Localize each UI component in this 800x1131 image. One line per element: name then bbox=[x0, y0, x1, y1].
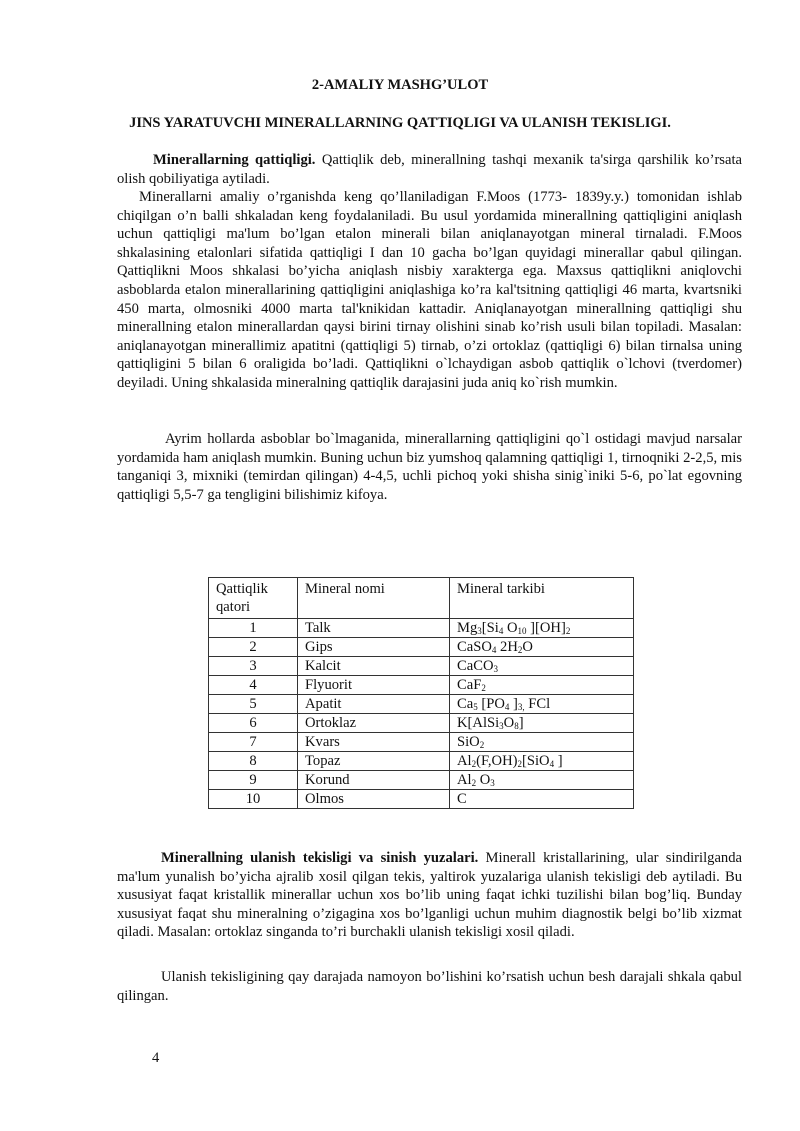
mineral-name-cell: Talk bbox=[298, 619, 450, 638]
mineral-formula-cell bbox=[450, 638, 634, 657]
mineral-formula-cell bbox=[450, 733, 634, 752]
formula-subscript: 4 bbox=[498, 626, 504, 636]
table-row bbox=[209, 619, 634, 638]
formula-subscript: 3 bbox=[490, 778, 495, 788]
formula-subscript: 4 bbox=[491, 645, 497, 655]
paragraph-cleavage-scale: Ulanish tekisligining qay darajada namoyon bo’lishini ko’rsatish uchun besh darajali shkala qabul qilingan. bbox=[117, 969, 742, 1004]
table-row bbox=[209, 790, 634, 809]
column-header: Mineral tarkibi bbox=[450, 578, 634, 619]
page-number: 4 bbox=[152, 1050, 160, 1066]
formula-text: 2H bbox=[496, 639, 518, 655]
paragraph-household-tests: Ayrim hollarda asboblar bo`lmaganida, minerallarning qattiqligini qo`l ostidagi mavjud narsalar yordamida ham aniqlash mumkin. Buning uchun biz yumshoq qalamning qattiqligi 1, tirnoqniki 2-2,5, mis tanganiqi 3, mixniki (temirdan qilingan) 4-4,5, uchli pichoq yoki shisha sinig`iniki 5-6, po`lat egovning qattiqligi 5,5-7 ga tengligini bilishimiz kifoya. bbox=[117, 431, 742, 503]
formula-text: K[AlSi bbox=[457, 715, 500, 731]
mineral-name-cell: Kvars bbox=[298, 733, 450, 752]
paragraph-lead: Minerallning ulanish tekisligi va sinish yuzalari. bbox=[161, 850, 479, 866]
hardness-cell: 8 bbox=[209, 752, 298, 771]
formula-subscript: 4 bbox=[504, 702, 510, 712]
mineral-name-cell: Gips bbox=[298, 638, 450, 657]
formula-text: [Si bbox=[481, 620, 499, 636]
mineral-name-cell: Kalcit bbox=[298, 657, 450, 676]
formula-text: [PO bbox=[477, 696, 505, 712]
formula-text: O bbox=[503, 715, 515, 731]
column-header: Qattiqlik qatori bbox=[209, 578, 298, 619]
mineral-name-cell: Olmos bbox=[298, 790, 450, 809]
formula-subscript: 2 bbox=[565, 626, 571, 636]
mineral-formula-cell bbox=[450, 771, 634, 790]
hardness-cell: 10 bbox=[209, 790, 298, 809]
table-row bbox=[209, 695, 634, 714]
formula-subscript: 8 bbox=[514, 721, 519, 731]
paragraph-lead: Minerallarning qattiqligi. bbox=[153, 152, 316, 168]
formula-text: CaCO bbox=[457, 658, 494, 674]
table-row bbox=[209, 752, 634, 771]
table-row bbox=[209, 714, 634, 733]
mineral-formula-cell bbox=[450, 714, 634, 733]
page-subtitle: JINS YARATUVCHI MINERALLARNING QATTIQLIGI VA ULANISH TEKISLIGI. bbox=[129, 115, 671, 131]
formula-text: Al bbox=[457, 753, 472, 769]
formula-subscript: 2 bbox=[471, 759, 477, 769]
mineral-formula-cell bbox=[450, 790, 634, 809]
hardness-cell: 5 bbox=[209, 695, 298, 714]
page-title: 2-AMALIY MASHG’ULOT bbox=[311, 77, 489, 93]
formula-text: FCl bbox=[524, 696, 551, 712]
table-row bbox=[209, 733, 634, 752]
mohs-scale-table bbox=[208, 577, 634, 809]
formula-subscript: 2 bbox=[471, 778, 477, 788]
formula-text: ] bbox=[509, 696, 518, 712]
hardness-cell: 3 bbox=[209, 657, 298, 676]
formula-subscript: 2 bbox=[517, 759, 522, 769]
formula-text: O bbox=[476, 772, 491, 788]
formula-text: (F,OH) bbox=[476, 753, 518, 769]
formula-text: SiO bbox=[457, 734, 480, 750]
mineral-name-cell: Ortoklaz bbox=[298, 714, 450, 733]
formula-subscript: 10 bbox=[517, 626, 527, 636]
formula-text: Mg bbox=[457, 620, 478, 636]
formula-text: Al bbox=[457, 772, 472, 788]
formula-text: Ca bbox=[457, 696, 474, 712]
formula-text: O bbox=[522, 639, 533, 655]
formula-subscript: 2 bbox=[481, 683, 486, 693]
formula-text: ] bbox=[518, 715, 524, 731]
mineral-name-cell: Topaz bbox=[298, 752, 450, 771]
table-row bbox=[209, 771, 634, 790]
formula-subscript: 2 bbox=[517, 645, 523, 655]
mineral-formula-cell bbox=[450, 752, 634, 771]
formula-text: ][OH] bbox=[526, 620, 566, 636]
table-row bbox=[209, 657, 634, 676]
formula-subscript: 3 bbox=[493, 664, 498, 674]
formula-text: ] bbox=[554, 753, 563, 769]
formula-subscript: 3 bbox=[477, 626, 482, 636]
hardness-cell: 1 bbox=[209, 619, 298, 638]
formula-text: CaF bbox=[457, 677, 482, 693]
formula-text: CaSO bbox=[457, 639, 492, 655]
formula-subscript: 4 bbox=[549, 759, 555, 769]
hardness-cell: 6 bbox=[209, 714, 298, 733]
mineral-formula-cell bbox=[450, 657, 634, 676]
hardness-cell: 7 bbox=[209, 733, 298, 752]
formula-subscript: 2 bbox=[479, 740, 485, 750]
table-header-row bbox=[209, 578, 634, 619]
hardness-cell: 4 bbox=[209, 676, 298, 695]
hardness-cell: 2 bbox=[209, 638, 298, 657]
formula-text: [SiO bbox=[522, 753, 550, 769]
mineral-formula-cell bbox=[450, 695, 634, 714]
formula-text: C bbox=[457, 791, 467, 807]
formula-subscript: 5 bbox=[473, 702, 478, 712]
mineral-name-cell: Korund bbox=[298, 771, 450, 790]
formula-subscript: 3, bbox=[517, 702, 525, 712]
mineral-name-cell: Apatit bbox=[298, 695, 450, 714]
table-row bbox=[209, 638, 634, 657]
column-header: Mineral nomi bbox=[298, 578, 450, 619]
mineral-formula-cell bbox=[450, 619, 634, 638]
formula-subscript: 3 bbox=[499, 721, 504, 731]
hardness-cell: 9 bbox=[209, 771, 298, 790]
table-row bbox=[209, 676, 634, 695]
paragraph-moos-scale: Minerallarni amaliy o’rganishda keng qo’llaniladigan F.Moos (1773- 1839y.y.) tomonidan ishlab chiqilgan o’n balli shkaladan keng foydalaniladi. Bu usul yordamida minerallning qattiqligini aniqlash uchun qattiqligi ma'lum bo’lgan etalon minerali bilan aniqlanayotgan mineral tirnaladi. F.Moos shkalasining etalonlari sifatida qattiqligi I dan 10 gacha bo’lgan quyidagi minerallar qabul qilingan. Qattiqlikni Moos shkalasi bo’yicha aniqlash nisbiy xarakterga ega. Maxsus qattiqlikni aniqlovchi asboblarda etalon minerallarining qattiqligini aniqlashiga ko’ra kal'tsitning qattiqligi 46 marta, kvartsniki 450 marta, olmosniki 4000 marta tal'knikidan kattadir. Aniqlanayotgan minerallning qattiqligi shu minerallning etalon minerallardan qaysi birini tirnay olishini sinab ko’rish usuli bilan topiladi. Masalan: aniqlanayotgan minerallimiz apatitni (qattiqligi 5) tirnab, o’zi ortoklaz (qattiqligi 6) bilan tirnalsa uning qattiqligini 5 bilan 6 oraligida bo’ladi. Qattiqlikni o`lchaydigan asbob qattiqlik o`lchovi (tverdomer) deyiladi. Uning shkalasida mineralning qattiqlik darajasini juda aniq ko`rish mumkin. bbox=[117, 189, 742, 391]
paragraph-text: Qattiqlik deb, minerallning tashqi mexanik ta'sirga qarshilik ko’rsata olish qobiliyatiga aytiladi. bbox=[117, 152, 742, 187]
formula-text: O bbox=[503, 620, 518, 636]
mineral-formula-cell bbox=[450, 676, 634, 695]
mineral-name-cell: Flyuorit bbox=[298, 676, 450, 695]
paragraph-cleavage bbox=[117, 849, 742, 942]
paragraph-hardness-definition bbox=[117, 151, 742, 188]
paragraph-text: Minerall kristallarining, ular sindirilganda ma'lum yunalish bo’yicha ajralib xosil qilgan tekis, yaltirok yuzalariga ulanish tekisligi deb aytiladi. Bu xususiyat faqat kristallik minerallar uchun xos bo’lib uning faqat ichki tuzilishi bilan bog’liq. Bunday xususiyat faqat shu mineralning o’zigagina xos bo’lganligi uchun muhim diagnostik belgi bo’lib xizmat qiladi. Masalan: ortoklaz singanda to’ri burchakli ulanish tekisligi xosil qiladi. bbox=[117, 850, 742, 941]
